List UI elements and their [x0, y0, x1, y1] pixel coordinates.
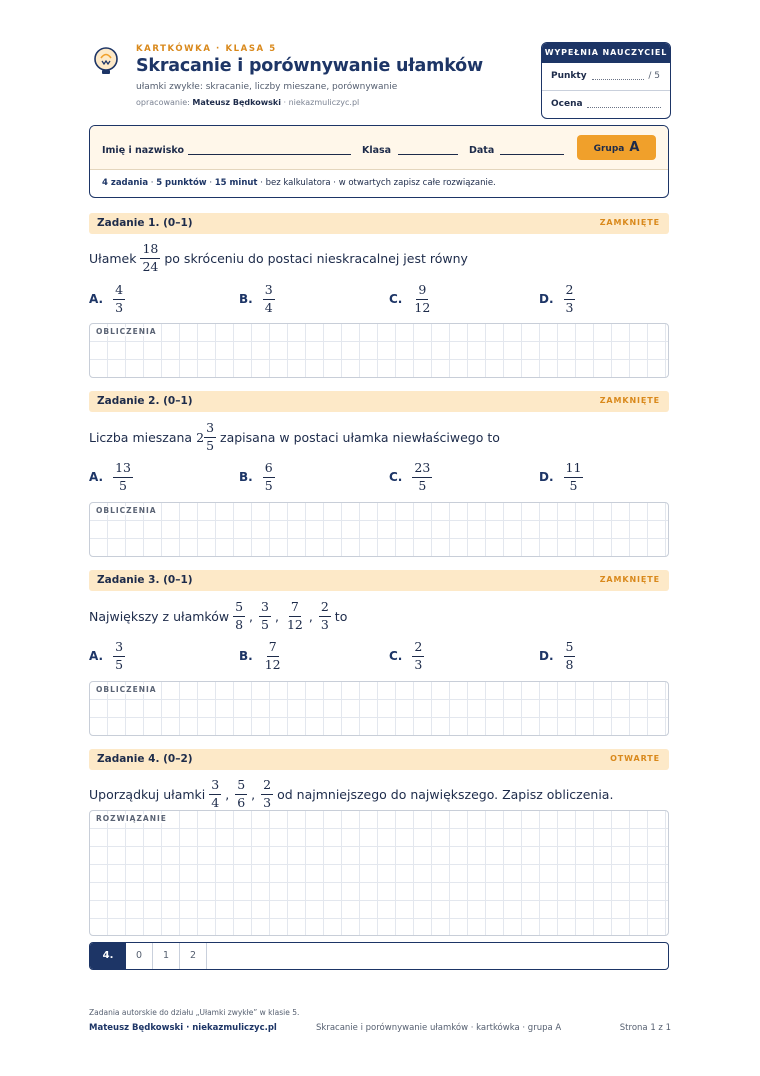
denominator: 4 [211, 794, 220, 810]
student-fields [90, 126, 668, 170]
task-4-score-row [89, 942, 669, 970]
answer-letter: A. [89, 470, 104, 484]
fraction [113, 640, 125, 672]
teacher-box-heading: WYPEŁNIA NAUCZYCIEL [542, 43, 670, 63]
numerator: 3 [204, 421, 216, 437]
work-area-label: OBLICZENIA [96, 506, 157, 515]
grade-label: Ocena [551, 99, 583, 109]
task-3-work-area[interactable] [89, 681, 669, 736]
footer-description: Skracanie i porównywanie ułamków · kartkówka · grupa A [316, 1023, 562, 1033]
fraction [259, 600, 271, 632]
answer-option-d[interactable] [539, 455, 587, 499]
answer-option-b[interactable] [239, 634, 287, 678]
answer-option-c[interactable] [389, 634, 428, 678]
summary-rest: · bez kalkulatora · w otwartych zapisz całe rozwiązanie. [260, 178, 496, 188]
denominator: 4 [264, 299, 273, 315]
points-label: Punkty [551, 71, 587, 81]
page-number: Strona 1 z 1 [619, 1023, 671, 1033]
class-label: Klasa [362, 145, 392, 156]
answer-letter: B. [239, 470, 253, 484]
denominator: 12 [414, 299, 431, 315]
group-badge [577, 135, 656, 160]
denominator: 8 [235, 616, 244, 632]
points-field[interactable] [592, 79, 644, 80]
answer-letter: C. [389, 470, 403, 484]
score-option-2[interactable]: 2 [180, 943, 207, 969]
denominator: 5 [206, 437, 215, 453]
fraction [209, 778, 221, 810]
answer-option-a[interactable] [89, 277, 129, 321]
numerator: 5 [564, 640, 576, 656]
group-letter: A [629, 140, 640, 155]
name-label: Imię i nazwisko [102, 145, 184, 156]
denominator: 3 [263, 794, 272, 810]
task-3-header [89, 570, 669, 591]
name-field[interactable] [188, 154, 351, 155]
answer-letter: B. [239, 649, 253, 663]
numerator: 7 [289, 600, 301, 616]
grade-field[interactable] [587, 107, 661, 108]
denominator: 24 [142, 258, 159, 274]
task-4-question: Uporządkuj ułamki $\frac{3}{4}$ , $\frac{5}{6}$ , $\frac{2}{3}$ od najmniejszego do największego. Zapisz obliczenia. [89, 777, 614, 810]
summary-points: 5 punktów [156, 178, 207, 188]
work-area-label: OBLICZENIA [96, 685, 157, 694]
task-1-type: ZAMKNIĘTE [599, 218, 660, 227]
answer-option-d[interactable] [539, 634, 579, 678]
denominator: 3 [115, 299, 124, 315]
numerator: 13 [113, 461, 133, 477]
numerator: 2 [261, 778, 273, 794]
numerator: 3 [209, 778, 221, 794]
fraction [263, 461, 275, 493]
numerator: 7 [267, 640, 279, 656]
numerator: 9 [416, 283, 428, 299]
date-field[interactable] [500, 154, 564, 155]
answer-letter: D. [539, 470, 554, 484]
summary-time: 15 minut [214, 178, 258, 188]
question-text: Liczba mieszana [89, 429, 193, 445]
byline-site: · niekazmuliczyc.pl [283, 98, 360, 107]
denominator: 3 [320, 616, 329, 632]
work-area-label: OBLICZENIA [96, 327, 157, 336]
denominator: 5 [569, 477, 578, 493]
denominator: 8 [565, 656, 574, 672]
task-1-answers [89, 277, 669, 321]
page-subtitle: ułamki zwykłe: skracanie, liczby mieszane, porównywanie [136, 82, 398, 92]
numerator: 4 [113, 283, 125, 299]
numerator: 11 [564, 461, 584, 477]
fraction [113, 461, 133, 493]
numerator: 2 [564, 283, 576, 299]
denominator: 5 [264, 477, 273, 493]
points-row [542, 63, 670, 90]
answer-letter: D. [539, 649, 554, 663]
denominator: 5 [115, 656, 124, 672]
numerator: 3 [113, 640, 125, 656]
numerator: 2 [319, 600, 331, 616]
student-info-box [89, 125, 669, 198]
summary-tasks: 4 zadania [102, 178, 149, 188]
question-text: Ułamek [89, 250, 137, 266]
question-text: zapisana w postaci ułamka niewłaściwego to [220, 429, 500, 445]
solution-area-label: ROZWIĄZANIE [96, 814, 167, 823]
task-3-type: ZAMKNIĘTE [599, 575, 660, 584]
denominator: 5 [261, 616, 269, 632]
answer-letter: B. [239, 292, 253, 306]
task-3-title: Zadanie 3. (0–1) [97, 574, 193, 586]
answer-option-b[interactable] [239, 277, 279, 321]
answer-letter: A. [89, 649, 104, 663]
fraction [140, 242, 160, 274]
fraction [564, 461, 584, 493]
task-3-answers [89, 634, 669, 678]
question-text: Największy z ułamków [89, 608, 230, 624]
fraction [412, 461, 432, 493]
score-option-0[interactable]: 0 [126, 943, 153, 969]
question-text: po skróceniu do postaci nieskracalnej jest równy [164, 250, 468, 266]
fraction [261, 778, 273, 810]
mixed-whole: 2 [196, 429, 205, 445]
numerator: 6 [263, 461, 275, 477]
task-1-title: Zadanie 1. (0–1) [97, 217, 193, 229]
group-label: Grupa [593, 144, 625, 154]
task-2-answers [89, 455, 669, 499]
answer-letter: C. [389, 292, 403, 306]
score-task-number: 4. [90, 943, 126, 969]
task-4-solution-area[interactable] [89, 810, 669, 936]
date-label: Data [469, 145, 495, 156]
answer-option-c[interactable] [389, 455, 436, 499]
numerator: 5 [235, 778, 247, 794]
fraction [412, 640, 424, 672]
test-summary: 4 zadania · 5 punktów · 15 minut · bez kalkulatora · w otwartych zapisz całe rozwiązanie. [102, 178, 496, 188]
denominator: 3 [565, 299, 574, 315]
fraction [263, 640, 283, 672]
answer-option-a[interactable] [89, 634, 129, 678]
denominator: 5 [119, 477, 127, 493]
lightbulb-icon [89, 44, 123, 78]
numerator: 18 [140, 242, 160, 258]
teacher-box [541, 42, 671, 119]
task-4-type: OTWARTE [610, 754, 660, 763]
question-text: to [334, 608, 348, 624]
numerator: 3 [259, 600, 271, 616]
question-text: od najmniejszego do największego. Zapisz obliczenia. [277, 786, 614, 802]
denominator: 12 [286, 616, 303, 632]
answer-option-a[interactable] [89, 455, 137, 499]
fraction [319, 600, 331, 632]
answer-letter: D. [539, 292, 554, 306]
task-1-header [89, 213, 669, 234]
footer-author: Mateusz Będkowski · niekazmuliczyc.pl [89, 1023, 277, 1033]
byline-prefix: opracowanie: [136, 98, 190, 107]
fraction [263, 283, 275, 315]
answer-option-c[interactable] [389, 277, 436, 321]
task-2-question [89, 419, 500, 455]
task-2-title: Zadanie 2. (0–1) [97, 395, 193, 407]
task-3-question: Największy z ułamków $\frac{5}{8}$ , $\frac{3}{5}$ , $\frac{7}{12}$ , $\frac{2}{3}$ to [89, 599, 348, 632]
numerator: 23 [412, 461, 432, 477]
numerator: 5 [233, 600, 245, 616]
denominator: 5 [418, 477, 427, 493]
task-2-work-area[interactable] [89, 502, 669, 557]
task-1-question [89, 240, 468, 276]
task-4-header [89, 749, 669, 770]
page-title: Skracanie i porównywanie ułamków [136, 56, 483, 76]
fraction [564, 283, 576, 315]
class-field[interactable] [398, 154, 458, 155]
fraction [233, 600, 245, 632]
score-option-1[interactable]: 1 [153, 943, 180, 969]
answer-letter: C. [389, 649, 403, 663]
footer-note: Zadania autorskie do działu „Ułamki zwykłe” w klasie 5. [89, 1008, 300, 1017]
denominator: 12 [264, 656, 281, 672]
fraction [204, 421, 216, 453]
task-2-type: ZAMKNIĘTE [599, 396, 660, 405]
fraction [113, 283, 125, 315]
question-text: Uporządkuj ułamki [89, 786, 206, 802]
byline-author: Mateusz Będkowski [192, 98, 281, 107]
points-max: / 5 [648, 71, 660, 81]
answer-option-b[interactable] [239, 455, 279, 499]
numerator: 3 [263, 283, 275, 299]
denominator: 3 [414, 656, 423, 672]
numerator: 2 [412, 640, 424, 656]
fraction [564, 640, 576, 672]
task-2-header [89, 391, 669, 412]
subject-label: KARTKÓWKA · KLASA 5 [136, 44, 277, 54]
denominator: 6 [237, 794, 246, 810]
fraction [285, 600, 305, 632]
byline [136, 98, 359, 107]
answer-letter: A. [89, 292, 104, 306]
fraction [235, 778, 247, 810]
fraction [412, 283, 432, 315]
task-4-title: Zadanie 4. (0–2) [97, 753, 193, 765]
grade-row [542, 90, 670, 117]
answer-option-d[interactable] [539, 277, 579, 321]
task-1-work-area[interactable] [89, 323, 669, 378]
